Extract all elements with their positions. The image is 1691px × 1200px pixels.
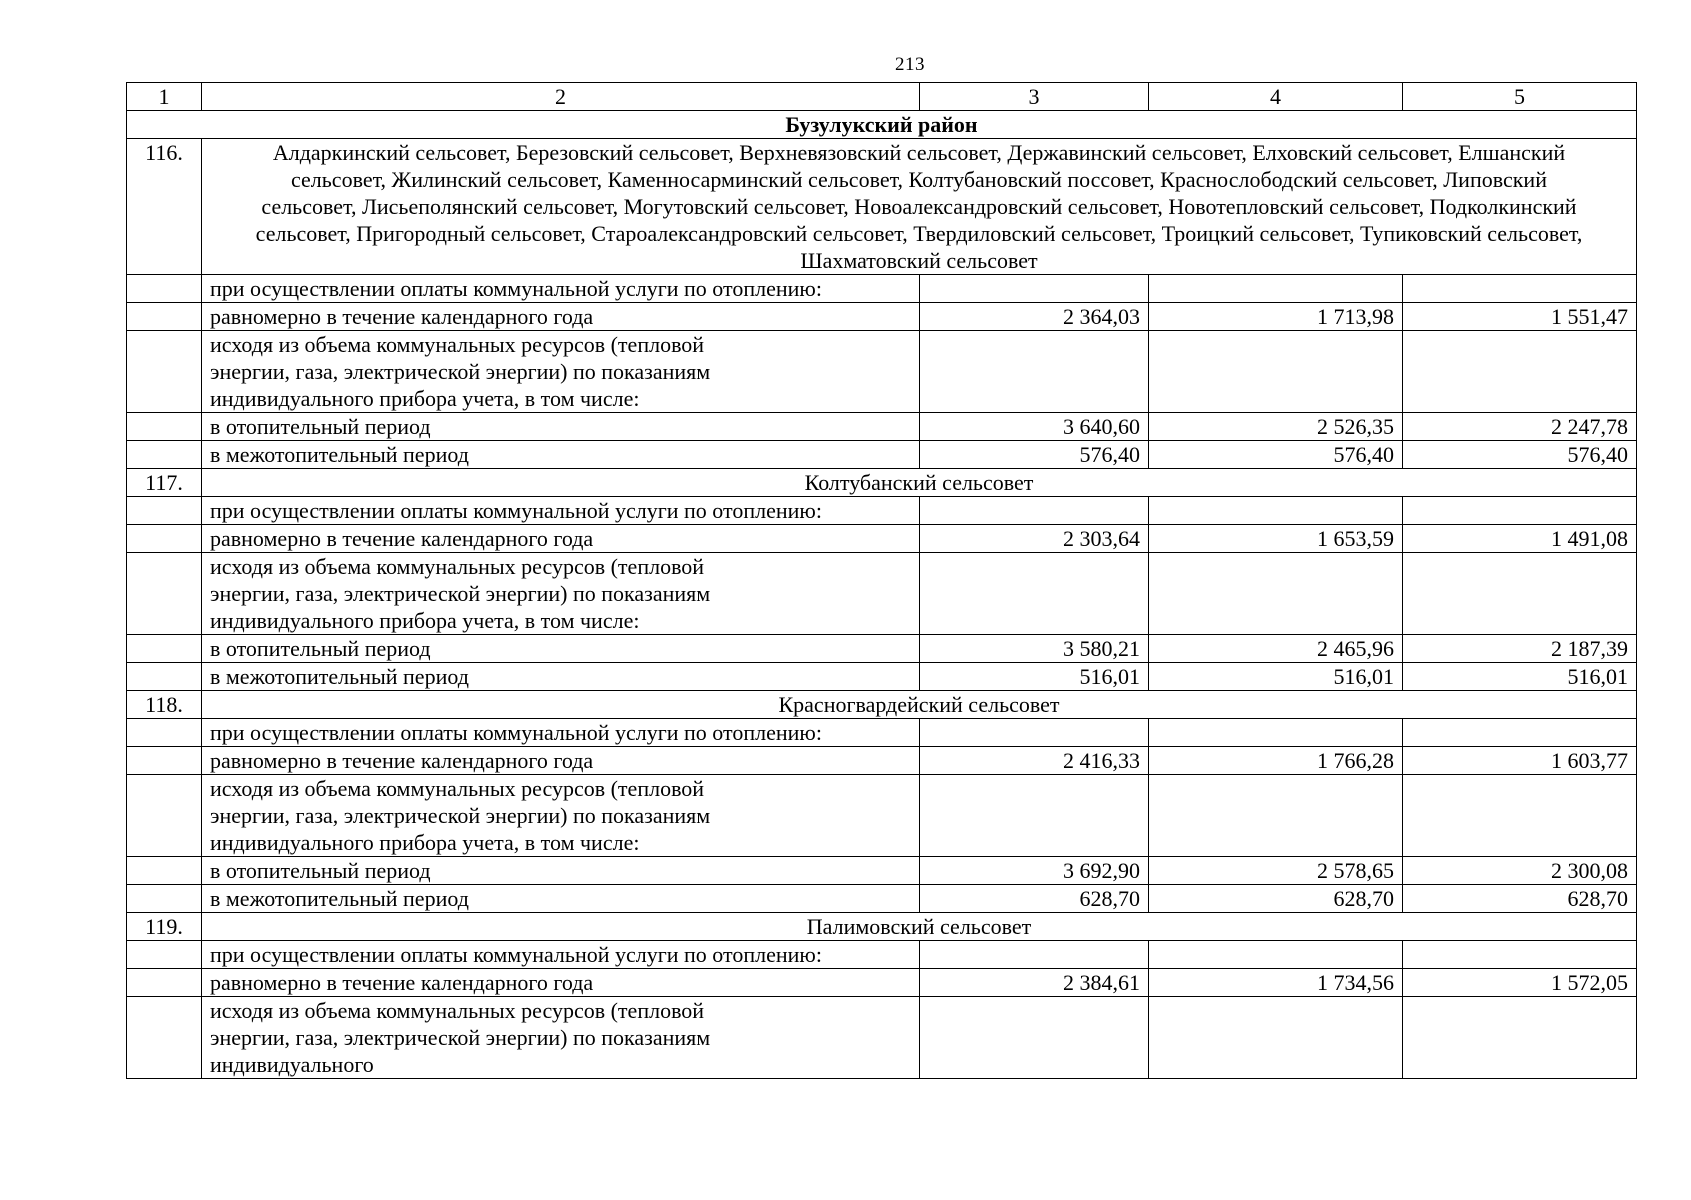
value-cell: 628,70 [1149,885,1403,913]
region-title: Бузулукский район [127,111,1637,139]
table-row [127,969,1637,997]
table-row [127,441,1637,469]
value-cell: 628,70 [920,885,1149,913]
table-row [127,303,1637,331]
table-row [127,413,1637,441]
value-cell: 2 187,39 [1403,635,1637,663]
heating-label: в отопительный период [202,413,920,441]
table-row [127,941,1637,969]
header-cell: 5 [1403,83,1637,111]
entry-number: 119. [127,913,202,941]
value-cell: 576,40 [1149,441,1403,469]
value-cell: 628,70 [1403,885,1637,913]
value-cell: 1 766,28 [1149,747,1403,775]
entry-header-row [127,469,1637,497]
table-row [127,497,1637,525]
meter-label: исходя из объема коммунальных ресурсов (тепловой энергии, газа, электрической энергии) по показаниям индивидуального прибора учета, в том числе: [202,553,920,635]
heating-label: в отопительный период [202,857,920,885]
value-cell: 2 416,33 [920,747,1149,775]
value-cell: 1 734,56 [1149,969,1403,997]
table-row [127,719,1637,747]
uniform-label: равномерно в течение календарного года [202,525,920,553]
heating-label: в отопительный период [202,635,920,663]
uniform-label: равномерно в течение календарного года [202,303,920,331]
value-cell: 1 491,08 [1403,525,1637,553]
entry-header-row [127,691,1637,719]
value-cell: 1 713,98 [1149,303,1403,331]
table-row [127,885,1637,913]
value-cell: 2 300,08 [1403,857,1637,885]
value-cell: 576,40 [920,441,1149,469]
entry-name: Алдаркинский сельсовет, Березовский сельсовет, Верхневязовский сельсовет, Державинский сельсовет, Елховский сельсовет, Елшанский сельсовет, Жилинский сельсовет, Каменносарминский сельсовет, Колтубановский поссовет, Краснослободский сельсовет, Липовский сельсовет, Лисьеполянский сельсовет, Могутовский сельсовет, Новоалександровский сельсовет, Новотепловский сельсовет, Подколкинский сельсовет, Пригородный сельсовет, Староалександровский сельсовет, Твердиловский сельсовет, Троицкий сельсовет, Тупиковский сельсовет, Шахматовский сельсовет [202,139,1637,275]
value-cell: 2 247,78 [1403,413,1637,441]
header-cell: 4 [1149,83,1403,111]
table-row [127,747,1637,775]
entry-header-row [127,139,1637,275]
meter-label: исходя из объема коммунальных ресурсов (тепловой энергии, газа, электрической энергии) по показаниям индивидуального прибора учета, в том числе: [202,775,920,857]
meter-label: исходя из объема коммунальных ресурсов (тепловой энергии, газа, электрической энергии) по показаниям индивидуального прибора учета, в том числе: [202,331,920,413]
value-cell: 1 572,05 [1403,969,1637,997]
value-cell: 2 465,96 [1149,635,1403,663]
value-cell: 2 364,03 [920,303,1149,331]
nonheating-label: в межотопительный период [202,663,920,691]
payment-label: при осуществлении оплаты коммунальной услуги по отоплению: [202,497,920,525]
table-row [127,775,1637,857]
value-cell: 1 551,47 [1403,303,1637,331]
entry-name: Палимовский сельсовет [202,913,1637,941]
payment-label: при осуществлении оплаты коммунальной услуги по отоплению: [202,941,920,969]
table-row [127,997,1637,1079]
value-cell: 516,01 [920,663,1149,691]
payment-label: при осуществлении оплаты коммунальной услуги по отоплению: [202,719,920,747]
entry-name: Колтубанский сельсовет [202,469,1637,497]
entry-number: 118. [127,691,202,719]
page-number: 213 [895,54,925,75]
value-cell: 2 303,64 [920,525,1149,553]
value-cell: 576,40 [1403,441,1637,469]
value-cell: 1 653,59 [1149,525,1403,553]
value-cell: 516,01 [1403,663,1637,691]
value-cell: 3 692,90 [920,857,1149,885]
meter-label: исходя из объема коммунальных ресурсов (тепловой энергии, газа, электрической энергии) по показаниям индивидуального [202,997,920,1079]
payment-label: при осуществлении оплаты коммунальной услуги по отоплению: [202,275,920,303]
nonheating-label: в межотопительный период [202,441,920,469]
value-cell: 2 384,61 [920,969,1149,997]
value-cell: 2 578,65 [1149,857,1403,885]
value-cell: 1 603,77 [1403,747,1637,775]
region-row [127,111,1637,139]
table-row [127,857,1637,885]
table-row [127,553,1637,635]
table-row [127,635,1637,663]
uniform-label: равномерно в течение календарного года [202,969,920,997]
header-cell: 2 [202,83,920,111]
header-cell: 3 [920,83,1149,111]
entry-number: 116. [127,139,202,275]
nonheating-label: в межотопительный период [202,885,920,913]
table-row [127,331,1637,413]
value-cell: 3 580,21 [920,635,1149,663]
value-cell: 516,01 [1149,663,1403,691]
header-row [127,83,1637,111]
value-cell: 3 640,60 [920,413,1149,441]
table-row [127,663,1637,691]
header-cell: 1 [127,83,202,111]
tariff-table [126,82,1637,1079]
entry-header-row [127,913,1637,941]
table-row [127,525,1637,553]
value-cell: 2 526,35 [1149,413,1403,441]
entry-number: 117. [127,469,202,497]
table-row [127,275,1637,303]
uniform-label: равномерно в течение календарного года [202,747,920,775]
entry-name: Красногвардейский сельсовет [202,691,1637,719]
